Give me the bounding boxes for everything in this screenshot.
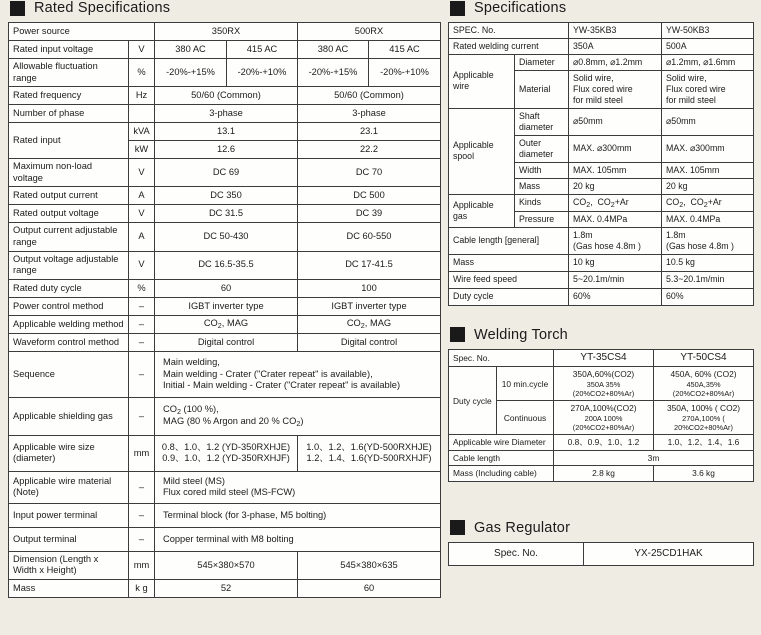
cell-value: $CO_2$, MAG	[298, 315, 441, 333]
cell-value	[569, 227, 662, 254]
wire-size-500-e: 1.0、1.2、1.6(YD-500RXHJE)	[306, 441, 432, 452]
table-row	[449, 227, 754, 254]
row-unit: %	[129, 279, 155, 297]
ten-min-line-1: 350A,60%(CO2)	[572, 369, 635, 380]
row-unit	[129, 105, 155, 123]
gas-regulator-table	[448, 542, 754, 566]
table-row	[449, 38, 754, 54]
torch-spec-no-a: YT-35CS4	[554, 349, 654, 367]
cell-value	[155, 351, 441, 397]
square-bullet-icon	[450, 520, 465, 535]
table-row	[9, 435, 441, 471]
table-row	[9, 503, 441, 527]
table-row	[449, 450, 754, 466]
cell-value: 20 kg	[569, 178, 662, 194]
section-title: Rated Specifications	[34, 0, 171, 16]
row-label: Rated duty cycle	[9, 279, 129, 297]
square-bullet-icon	[450, 1, 465, 16]
row-label: 10 min.cycle	[497, 367, 554, 401]
row-label: Wire feed speed	[449, 271, 569, 288]
spec-no-a: YW-35KB3	[569, 23, 662, 39]
wire-size-350-f: 0.9、1.0、1.2 (YD-350RXHJF)	[162, 453, 290, 464]
row-label: Pressure	[515, 211, 569, 227]
wire-size-500-f: 1.2、1.4、1.6(YD-500RXHJF)	[306, 453, 432, 464]
table-row	[9, 123, 441, 141]
row-unit: kVA	[129, 123, 155, 141]
table-row	[449, 466, 754, 482]
row-label: Outer diameter	[515, 135, 569, 162]
row-unit: Hz	[129, 87, 155, 105]
row-unit: V	[129, 41, 155, 59]
cell-value: -20%-+10%	[227, 59, 298, 87]
cell-value: 50/60 (Common)	[155, 87, 298, 105]
cell-value: $CO_2$, MAG	[155, 315, 298, 333]
sequence-line-2: Main welding - Crater ("Crater repeat" is available),	[163, 368, 373, 379]
table-row	[9, 251, 441, 279]
row-unit: –	[129, 397, 155, 435]
cell-value: DC 500	[298, 187, 441, 205]
table-row	[9, 527, 441, 551]
table-row	[449, 288, 754, 305]
row-label: Output current adjustable range	[9, 223, 129, 251]
row-label: Continuous	[497, 401, 554, 435]
cell-value: 415 AC	[369, 41, 441, 59]
row-unit: mm	[129, 435, 155, 471]
section-heading-specifications	[450, 0, 753, 16]
cell-value	[155, 397, 441, 435]
cable-length-line-1: 1.8m	[573, 229, 593, 240]
cell-value	[569, 70, 662, 108]
continuous-line-1: 350A, 100% ( CO2)	[666, 403, 741, 414]
cell-value: 2.8 kg	[554, 466, 654, 482]
section-title: Specifications	[474, 0, 567, 16]
continuous-line-1: 270A,100%(CO2)	[570, 403, 637, 414]
table-row	[9, 471, 441, 503]
cell-value: DC 39	[298, 205, 441, 223]
cell-value: MAX. ⌀300mm	[569, 135, 662, 162]
table-row	[449, 271, 754, 288]
table-row	[449, 108, 754, 135]
table-row	[9, 351, 441, 397]
row-label: Dimension (Length x Width x Height)	[9, 551, 129, 579]
cell-value: MAX. 105mm	[662, 162, 754, 178]
row-label: Mass	[449, 254, 569, 271]
model-header-350rx: 350RX	[155, 23, 298, 41]
cell-value: 10.5 kg	[662, 254, 754, 271]
cell-value: 3-phase	[155, 105, 298, 123]
table-row	[9, 580, 441, 598]
cell-value: DC 31.5	[155, 205, 298, 223]
row-label: Mass (Including cable)	[449, 466, 554, 482]
cell-value	[155, 471, 441, 503]
group-label-applicable-spool: Applicable spool	[449, 108, 515, 194]
cell-value: 52	[155, 580, 298, 598]
table-row	[449, 23, 754, 39]
row-label: Power source	[9, 23, 155, 41]
cell-value: ⌀50mm	[569, 108, 662, 135]
ten-min-line-2: 450A,35%(20%CO2+80%Ar)	[672, 379, 735, 399]
table-row	[9, 315, 441, 333]
cell-value: 23.1	[298, 123, 441, 141]
cell-value: DC 17-41.5	[298, 251, 441, 279]
material-line-3: for mild steel	[666, 94, 716, 105]
cell-value: IGBT inverter type	[155, 297, 298, 315]
material-line-1: Solid wire,	[573, 72, 614, 83]
cell-value: Digital control	[155, 333, 298, 351]
cell-value	[654, 367, 754, 401]
row-label: Material	[515, 70, 569, 108]
table-row	[449, 542, 754, 565]
row-label: Spec. No.	[449, 349, 554, 367]
row-unit: –	[129, 503, 155, 527]
cell-value: 380 AC	[298, 41, 369, 59]
group-label-applicable-gas: Applicable gas	[449, 194, 515, 227]
cell-value	[662, 227, 754, 254]
row-label: Applicable welding method	[9, 315, 129, 333]
material-line-3: for mild steel	[573, 94, 623, 105]
cell-value: MAX. ⌀300mm	[662, 135, 754, 162]
row-unit: k g	[129, 580, 155, 598]
wire-material-line-2: Flux cored mild steel (MS-FCW)	[163, 487, 296, 498]
cell-value: 380 AC	[155, 41, 227, 59]
ten-min-line-1: 450A, 60% (CO2)	[670, 369, 737, 380]
row-label: Allowable fluctuation range	[9, 59, 129, 87]
cell-value: 60%	[569, 288, 662, 305]
cell-value	[554, 401, 654, 435]
cell-value	[298, 435, 441, 471]
shielding-gas-line-2: MAG (80 % Argon and 20 % $CO_2$)	[163, 416, 304, 429]
row-label: Output terminal	[9, 527, 129, 551]
section-heading-gas-regulator	[450, 520, 753, 536]
cell-value: -20%-+15%	[298, 59, 369, 87]
cell-value	[554, 367, 654, 401]
cell-value: 10 kg	[569, 254, 662, 271]
sequence-line-1: Main welding,	[163, 356, 220, 367]
table-row	[449, 367, 754, 401]
section-heading-welding-torch	[450, 327, 753, 343]
table-row	[9, 59, 441, 87]
cell-value: Copper terminal with M8 bolting	[155, 527, 441, 551]
row-label: Diameter	[515, 54, 569, 70]
row-label: Applicable shielding gas	[9, 397, 129, 435]
cell-value: 500A	[662, 38, 754, 54]
cell-value: 5.3~20.1m/min	[662, 271, 754, 288]
cell-value: MAX. 0.4MPa	[569, 211, 662, 227]
cell-value	[662, 70, 754, 108]
table-row	[9, 205, 441, 223]
model-header-500rx: 500RX	[298, 23, 441, 41]
cell-value: 50/60 (Common)	[298, 87, 441, 105]
right-column	[448, 0, 753, 566]
row-unit: –	[129, 333, 155, 351]
cell-value: 60	[298, 580, 441, 598]
row-unit: V	[129, 159, 155, 187]
row-unit: –	[129, 315, 155, 333]
row-label: Rated welding current	[449, 38, 569, 54]
cell-value: ⌀1.2mm, ⌀1.6mm	[662, 54, 754, 70]
row-label: Rated output voltage	[9, 205, 129, 223]
cell-value: 3-phase	[298, 105, 441, 123]
cell-value: ⌀50mm	[662, 108, 754, 135]
cell-value: DC 50-430	[155, 223, 298, 251]
cable-length-line-2: (Gas hose 4.8m )	[573, 240, 641, 251]
cell-value: DC 69	[155, 159, 298, 187]
rated-specifications-table	[8, 22, 441, 598]
left-column	[8, 0, 440, 598]
row-label: Kinds	[515, 194, 569, 211]
row-label: Spec. No.	[449, 542, 584, 565]
cell-value: 60%	[662, 288, 754, 305]
row-label: Number of phase	[9, 105, 129, 123]
cell-value: -20%-+10%	[369, 59, 441, 87]
cell-value: DC 70	[298, 159, 441, 187]
continuous-line-2: 200A 100%(20%CO2+80%Ar)	[572, 413, 635, 433]
spec-no-b: YW-50KB3	[662, 23, 754, 39]
gas-regulator-spec-no: YX-25CD1HAK	[584, 542, 754, 565]
table-row	[9, 87, 441, 105]
cell-value: 545×380×570	[155, 551, 298, 579]
row-label: Waveform control method	[9, 333, 129, 351]
square-bullet-icon	[10, 1, 25, 16]
row-label: Output voltage adjustable range	[9, 251, 129, 279]
cell-value: DC 16.5-35.5	[155, 251, 298, 279]
continuous-line-2: 270A,100% ( 20%CO2+80%Ar)	[674, 413, 733, 433]
row-unit: kW	[129, 141, 155, 159]
table-row	[9, 105, 441, 123]
row-label: Input power terminal	[9, 503, 129, 527]
row-label: Rated input	[9, 123, 129, 159]
cell-value: 13.1	[155, 123, 298, 141]
square-bullet-icon	[450, 327, 465, 342]
ten-min-line-2: 350A 35%(20%CO2+80%Ar)	[572, 379, 635, 399]
wire-size-350-e: 0.8、1.0、1.2 (YD-350RXHJE)	[161, 441, 291, 452]
row-label: Cable length [general]	[449, 227, 569, 254]
cell-value: 60	[155, 279, 298, 297]
table-row	[449, 349, 754, 367]
table-row	[9, 41, 441, 59]
row-label: Cable length	[449, 450, 554, 466]
table-row	[449, 54, 754, 70]
table-row	[9, 297, 441, 315]
cell-value: MAX. 105mm	[569, 162, 662, 178]
row-unit: V	[129, 251, 155, 279]
cell-value: -20%-+15%	[155, 59, 227, 87]
cable-length-line-1: 1.8m	[666, 229, 686, 240]
row-label: Rated input voltage	[9, 41, 129, 59]
row-unit: mm	[129, 551, 155, 579]
row-label: Applicable wire size (diameter)	[9, 435, 129, 471]
row-unit: –	[129, 471, 155, 503]
row-label: Mass	[515, 178, 569, 194]
shielding-gas-line-1: $CO_2$ (100 %),	[163, 404, 219, 417]
row-label: Duty cycle	[449, 288, 569, 305]
row-label: Sequence	[9, 351, 129, 397]
cell-value: $CO_2$, $CO_2+Ar$	[569, 194, 662, 211]
cell-value: 5~20.1m/min	[569, 271, 662, 288]
specifications-table	[448, 22, 754, 306]
row-unit: –	[129, 351, 155, 397]
table-row	[9, 333, 441, 351]
row-label: Power control method	[9, 297, 129, 315]
welding-torch-table	[448, 349, 754, 482]
torch-spec-no-b: YT-50CS4	[654, 349, 754, 367]
section-title: Gas Regulator	[474, 519, 571, 536]
table-row	[9, 397, 441, 435]
row-label: Rated output current	[9, 187, 129, 205]
cell-value: 0.8、0.9、1.0、1.2	[554, 435, 654, 451]
cell-value: Digital control	[298, 333, 441, 351]
row-label: Width	[515, 162, 569, 178]
row-label: Mass	[9, 580, 129, 598]
wire-material-line-1: Mild steel (MS)	[163, 475, 225, 486]
row-unit: %	[129, 59, 155, 87]
table-row	[9, 551, 441, 579]
row-label: SPEC. No.	[449, 23, 569, 39]
cell-value: 3m	[554, 450, 754, 466]
cell-value: 12.6	[155, 141, 298, 159]
group-label-applicable-wire: Applicable wire	[449, 54, 515, 108]
table-row	[9, 187, 441, 205]
table-row	[9, 223, 441, 251]
table-row	[9, 159, 441, 187]
table-row	[9, 23, 441, 41]
cell-value: DC 60-550	[298, 223, 441, 251]
material-line-2: Flux cored wire	[573, 83, 633, 94]
cell-value: ⌀0.8mm, ⌀1.2mm	[569, 54, 662, 70]
section-heading-rated-specifications	[10, 0, 440, 16]
cell-value: 545×380×635	[298, 551, 441, 579]
cell-value: 22.2	[298, 141, 441, 159]
group-label-duty-cycle: Duty cycle	[449, 367, 497, 435]
row-label: Rated frequency	[9, 87, 129, 105]
row-label: Applicable wire material (Note)	[9, 471, 129, 503]
cell-value: 415 AC	[227, 41, 298, 59]
cell-value: IGBT inverter type	[298, 297, 441, 315]
table-row	[449, 435, 754, 451]
cell-value: 350A	[569, 38, 662, 54]
row-unit: A	[129, 187, 155, 205]
table-row	[449, 254, 754, 271]
sequence-line-3: Initial - Main welding - Crater ("Crater repeat" is available)	[163, 380, 401, 391]
row-label: Maximum non-load voltage	[9, 159, 129, 187]
cell-value	[155, 435, 298, 471]
row-unit: –	[129, 527, 155, 551]
cell-value: 100	[298, 279, 441, 297]
table-row	[9, 279, 441, 297]
cell-value	[654, 401, 754, 435]
cell-value: DC 350	[155, 187, 298, 205]
table-row	[449, 194, 754, 211]
row-label: Applicable wire Diameter	[449, 435, 554, 451]
material-line-1: Solid wire,	[666, 72, 707, 83]
row-label: Shaft diameter	[515, 108, 569, 135]
cell-value: MAX. 0.4MPa	[662, 211, 754, 227]
cell-value: Terminal block (for 3-phase, M5 bolting)	[155, 503, 441, 527]
cell-value: 20 kg	[662, 178, 754, 194]
section-title: Welding Torch	[474, 326, 568, 343]
row-unit: A	[129, 223, 155, 251]
material-line-2: Flux cored wire	[666, 83, 726, 94]
row-unit: –	[129, 297, 155, 315]
cell-value: $CO_2$, $CO_2+Ar$	[662, 194, 754, 211]
cell-value: 1.0、1.2、1.4、1.6	[654, 435, 754, 451]
cable-length-line-2: (Gas hose 4.8m )	[666, 240, 734, 251]
cell-value: 3.6 kg	[654, 466, 754, 482]
row-unit: V	[129, 205, 155, 223]
